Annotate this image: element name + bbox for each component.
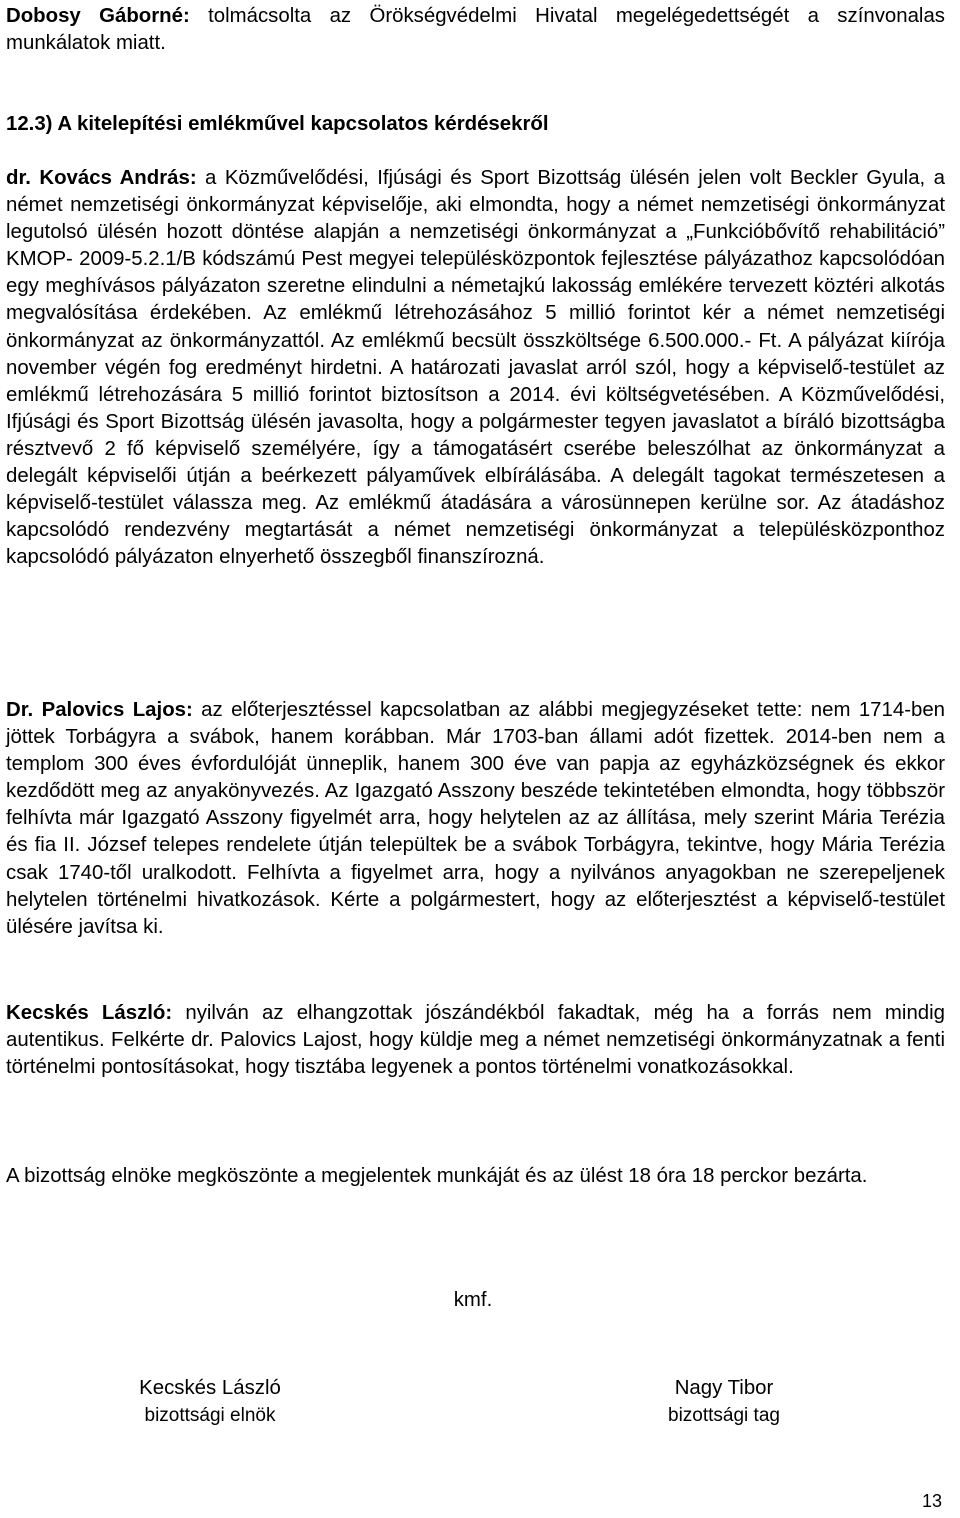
speaker-name: dr. Kovács András:	[6, 167, 197, 189]
kmf-label: kmf.	[453, 1289, 493, 1311]
speaker-name: Dobosy Gáborné:	[6, 5, 190, 27]
section-heading: 12.3) A kitelepítési emlékművel kapcsolatos kérdésekről	[6, 113, 549, 135]
signatory-name: Nagy Tibor	[674, 1377, 774, 1399]
closing-paragraph: A bizottság elnöke megköszönte a megjelentek munkáját és az ülést 18 óra 18 perckor bezárta.	[6, 1165, 868, 1187]
paragraph-text: tolmácsolta az Örökségvédelmi Hivatal megelégedettségét a színvonalas munkálatok miatt.	[6, 5, 945, 55]
paragraph-text: nyilván az elhangzottak jószándékból fakadtak, még ha a forrás nem mindig autentikus. Felkérte dr. Palovics Lajost, hogy küldje meg a német nemzetiségi önkormányzatnak a fenti történelmi pontosításokat, hogy tisztába legyenek a pontos történelmi vonatkozásokkal.	[6, 1002, 945, 1079]
signatory-role: bizottsági tag	[668, 1405, 780, 1426]
signature-block-member	[594, 1375, 854, 1429]
signatory-role: bizottsági elnök	[144, 1405, 276, 1426]
paragraph-dobosy	[6, 3, 945, 57]
paragraph-text: az előterjesztéssel kapcsolatban az alábbi megjegyzéseket tette: nem 1714-ben jöttek Torbágyra a svábok, hanem korábban. Már 1703-ban állami adót fizettek. 2014-ben nem a templom 300 éves évfordulóját ünneplik, hanem 300 éve van papja az egyházközségnek és ekkor kezdődött meg az anyakönyvezés. Az Igazgató Asszony beszéde tekintetében elmondta, hogy többször felhívta már Igazgató Asszony figyelmét arra, hogy helytelen az az állítása, mely szerint Mária Terézia és fia II. József telepes rendelete útján települtek be a svábok Torbágyra, tekintve, hogy Mária Terézia csak 1740-től uralkodott. Felhívta a figyelmet arra, hogy a nyilvános anyagokban ne szerepeljenek helytelen történelmi hivatkozások. Kérte a polgármestert, hogy az előterjesztést a képviselő-testület ülésére javítsa ki.	[6, 699, 946, 938]
paragraph-kecskes	[6, 1000, 945, 1081]
speaker-name: Dr. Palovics Lajos:	[6, 699, 193, 721]
page-number: 13	[921, 1491, 942, 1511]
speaker-name: Kecskés László:	[6, 1002, 173, 1024]
signatory-name: Kecskés László	[139, 1377, 281, 1399]
paragraph-kovacs	[6, 165, 945, 571]
paragraph-text: a Közművelődési, Ifjúsági és Sport Bizottság ülésén jelen volt Beckler Gyula, a német nemzetiségi önkormányzat képviselője, aki elmondta, hogy a német nemzetiségi önkormányzat legutolsó ülésén hozott döntése alapján a nemzetiségi önkormányzat a „Funkcióbővítő rehabilitáció” KMOP- 2009-5.2.1/B kódszámú Pest megyei településközpontok fejlesztése pályázathoz kapcsolódóan egy meghívásos pályázaton szeretne elindulni a németajkú lakosság emlékére tervezett köztéri alkotás megvalósítása érdekében. Az emlékmű létrehozásához 5 millió forintot kér a német nemzetiségi önkormányzat az önkormányzattól. Az emlékmű becsült összköltsége 6.500.000.- Ft. A pályázat kiírója november végén fog eredményt hirdetni. A határozati javaslat arról szól, hogy a képviselő-testület az emlékmű létrehozására 5 millió forintot biztosítson a 2014. évi költségvetésében. A Közművelődési, Ifjúsági és Sport Bizottság ülésén javasolta, hogy a polgármester tegyen javaslatot a bíráló bizottságba résztvevő 2 fő képviselő személyére, így a támogatásért cserébe beleszólhat az önkormányzat a delegált képviselői útján a beérkezett pályaművek elbírálásába. A delegált tagokat természetesen a képviselő-testület válassza meg. Az emlékmű átadására a városünnepen kerülne sor. Az átadáshoz kapcsolódó rendezvény megtartását a német nemzetiségi önkormányzat a településközponthoz kapcsolódó pályázaton elnyerhető összegből finanszírozná.	[6, 167, 945, 569]
paragraph-palovics	[6, 697, 945, 941]
signature-block-chair	[80, 1375, 340, 1429]
